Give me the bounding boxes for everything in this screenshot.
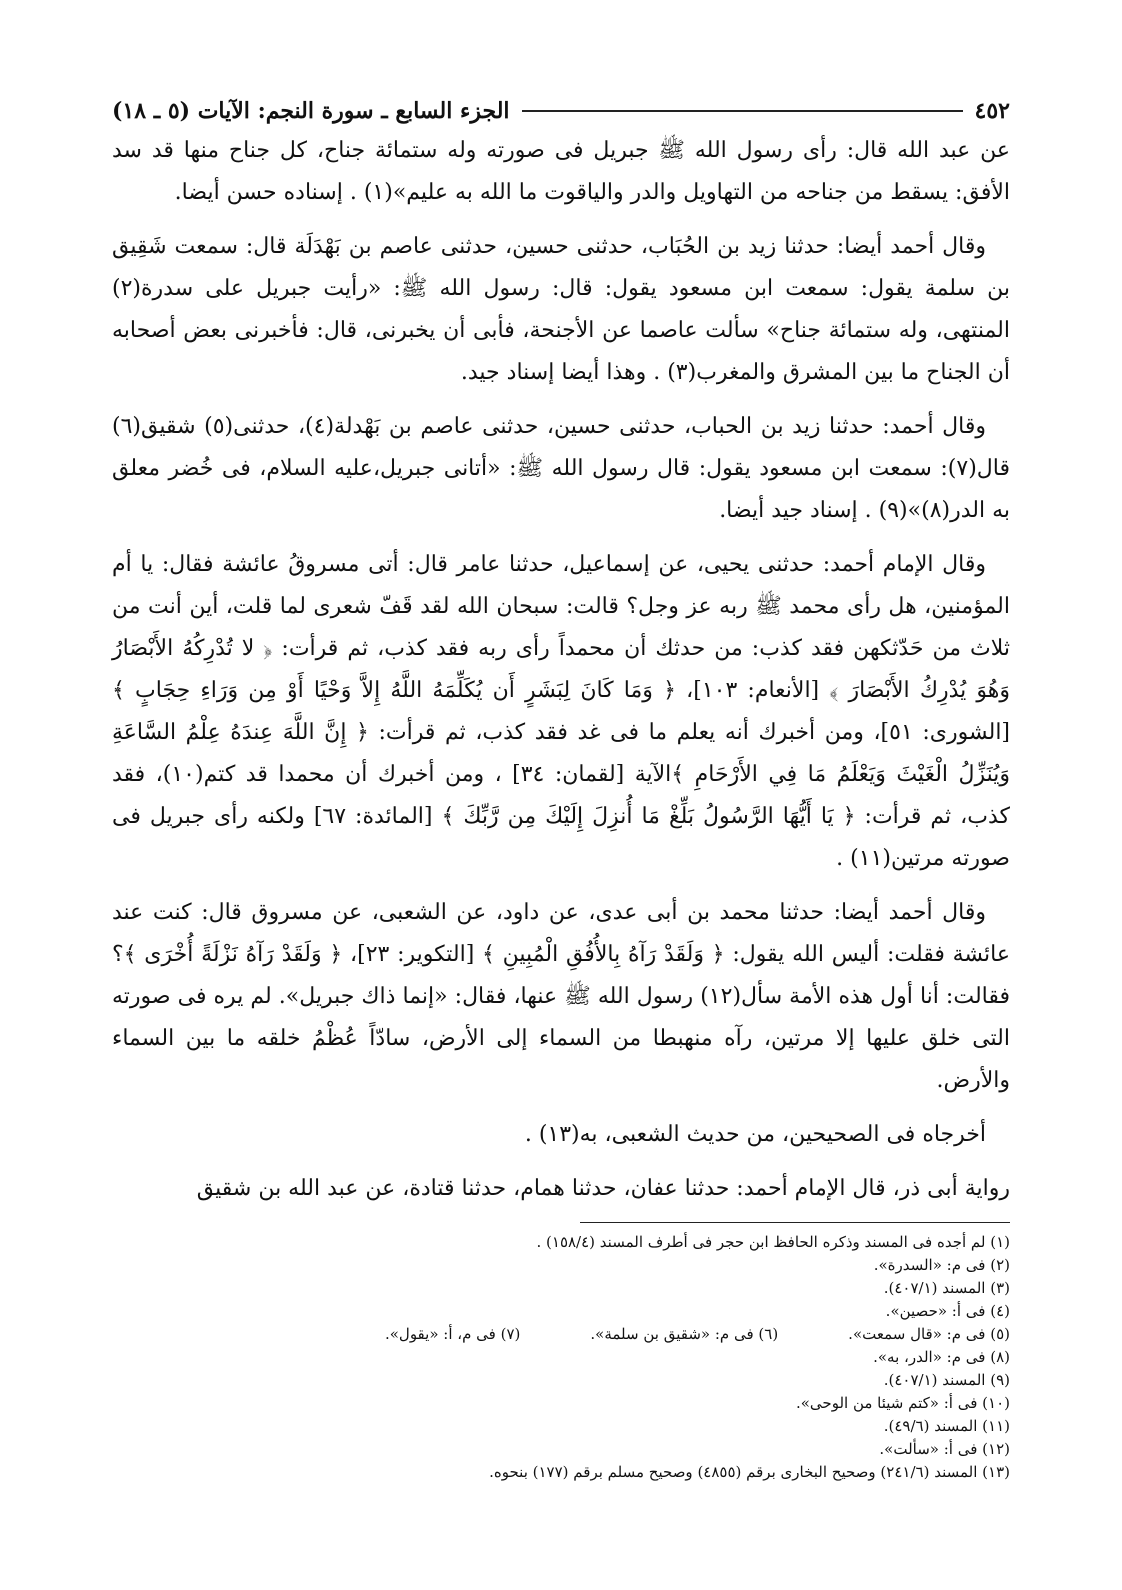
paragraph: رواية أبى ذر، قال الإمام أحمد: حدثنا عفان، حدثنا همام، حدثنا قتادة، عن عبد الله بن شقيق xyxy=(196,1176,1010,1201)
paragraph: وقال الإمام أحمد: حدثنى يحيى، عن إسماعيل، حدثنا عامر قال: أتى مسروقُ عائشة فقال: يا أم المؤمنين، هل رأى محمد ﷺ ربه عز وجل؟ قالت: سبحان الله لقد قَفّ شعرى لما قلت، أين أنت من ثلاث من حَدّثكهن فقد كذب: من حدثك أن محمداً رأى ربه فقد كذب، ثم قرأت: ﴿ لا تُدْرِكُهُ الأَبْصَارُ وَهُوَ يُدْرِكُ الأَبْصَارَ ﴾ [الأنعام: ١٠٣]، ﴿ وَمَا كَانَ لِبَشَرٍ أَن يُكَلِّمَهُ اللَّهُ إِلاَّ وَحْيًا أَوْ مِن وَرَاءِ حِجَابٍ ﴾ [الشورى: ٥١]، ومن أخبرك أنه يعلم ما فى غد فقد كذب، ثم قرأت: ﴿ إِنَّ اللَّهَ عِندَهُ عِلْمُ السَّاعَةِ وَيُنَزِّلُ الْغَيْثَ وَيَعْلَمُ مَا فِي الأَرْحَامِ ﴾الآية [لقمان: ٣٤] ، ومن أخبرك أن محمدا قد كتم(١٠)، فقد كذب، ثم قرأت: ﴿ يَا أَيُّهَا الرَّسُولُ بَلِّغْ مَا أُنزِلَ إِلَيْكَ مِن رَّبِّكَ ﴾ [المائدة: ٦٧] ولكنه رأى جبريل فى صورته مرتين(١١) . xyxy=(112,552,1011,871)
paragraph: أخرجاه فى الصحيحين، من حديث الشعبى، به(١٣) . xyxy=(524,1122,986,1147)
footnote-row xyxy=(112,1323,1010,1346)
running-title: الجزء السابع ـ سورة النجم: الآيات (٥ ـ ١٨) xyxy=(112,98,510,124)
footnote: (٩) المسند (٤٠٧/١). xyxy=(883,1371,1010,1389)
footnote: (١٣) المسند (٢٤١/٦) وصحيح البخارى برقم (٤٨٥٥) وصحيح مسلم برقم (١٧٧) بنحوه. xyxy=(489,1463,1010,1481)
footnotes xyxy=(112,1231,1010,1484)
footnote: (٢) فى م: «السدرة». xyxy=(873,1256,1010,1274)
footnote: (١١) المسند (٤٩/٦). xyxy=(883,1417,1010,1435)
footnote: (٣) المسند (٤٠٧/١). xyxy=(883,1279,1010,1297)
page-number: ٤٥٢ xyxy=(974,98,1010,124)
footnote-separator xyxy=(580,1222,1010,1223)
paragraph: وقال أحمد أيضا: حدثنا زيد بن الحُبَاب، حدثنى حسين، حدثنى عاصم بن بَهْدَلَة قال: سمعت شَقِيق بن سلمة يقول: سمعت ابن مسعود يقول: قال: رسول الله ﷺ: «رأيت جبريل على سدرة(٢) المنتهى، وله ستمائة جناح» سألت عاصما عن الأجنحة، فأبى أن يخبرنى، قال: فأخبرنى بعض أصحابه أن الجناح ما بين المشرق والمغرب(٣) . وهذا أيضا إسناد جيد. xyxy=(112,234,1010,385)
footnote: (٥) فى م: «قال سمعت». xyxy=(848,1325,1010,1343)
main-text xyxy=(112,130,1010,1210)
header-rule xyxy=(522,110,963,112)
paragraph: عن عبد الله قال: رأى رسول الله ﷺ جبريل فى صورته وله ستمائة جناح، كل جناح منها قد سد الأفق: يسقط من جناحه من التهاويل والدر والياقوت ما الله به عليم»(١) . إسناده حسن أيضا. xyxy=(112,138,1010,205)
footnote: (٧) فى م، أ: «يقول». xyxy=(384,1325,521,1343)
footnote: (٨) فى م: «الدر، به». xyxy=(873,1348,1010,1366)
footnote: (١٠) فى أ: «كتم شيئا من الوحى». xyxy=(795,1394,1010,1412)
paragraph: وقال أحمد: حدثنا زيد بن الحباب، حدثنى حسين، حدثنى عاصم بن بَهْدلة(٤)، حدثنى(٥) شقيق(٦) قال(٧): سمعت ابن مسعود يقول: قال رسول الله ﷺ: «أتانى جبريل،عليه السلام، فى خُضر معلق به الدر(٨)»(٩) . إسناد جيد أيضا. xyxy=(112,414,1010,523)
footnote: (٤) فى أ: «حصين». xyxy=(885,1302,1010,1320)
footnote: (١) لم أجده فى المسند وذكره الحافظ ابن حجر فى أطرف المسند (١٥٨/٤) . xyxy=(536,1233,1010,1251)
running-header xyxy=(112,96,1010,126)
footnote: (١٢) فى أ: «سألت». xyxy=(879,1440,1010,1458)
footnote: (٦) فى م: «شقيق بن سلمة». xyxy=(590,1325,779,1343)
paragraph: وقال أحمد أيضا: حدثنا محمد بن أبى عدى، عن داود، عن الشعبى، عن مسروق قال: كنت عند عائشة فقلت: أليس الله يقول: ﴿ وَلَقَدْ رَآهُ بِالأُفُقِ الْمُبِينِ ﴾ [التكوير: ٢٣]، ﴿ وَلَقَدْ رَآهُ نَزْلَةً أُخْرَى ﴾؟ فقالت: أنا أول هذه الأمة سأل(١٢) رسول الله ﷺ عنها، فقال: «إنما ذاك جبريل». لم يره فى صورته التى خلق عليها إلا مرتين، رآه منهبطا من السماء إلى الأرض، سادّاً عُظْمُ خلقه ما بين السماء والأرض. xyxy=(112,900,1011,1093)
